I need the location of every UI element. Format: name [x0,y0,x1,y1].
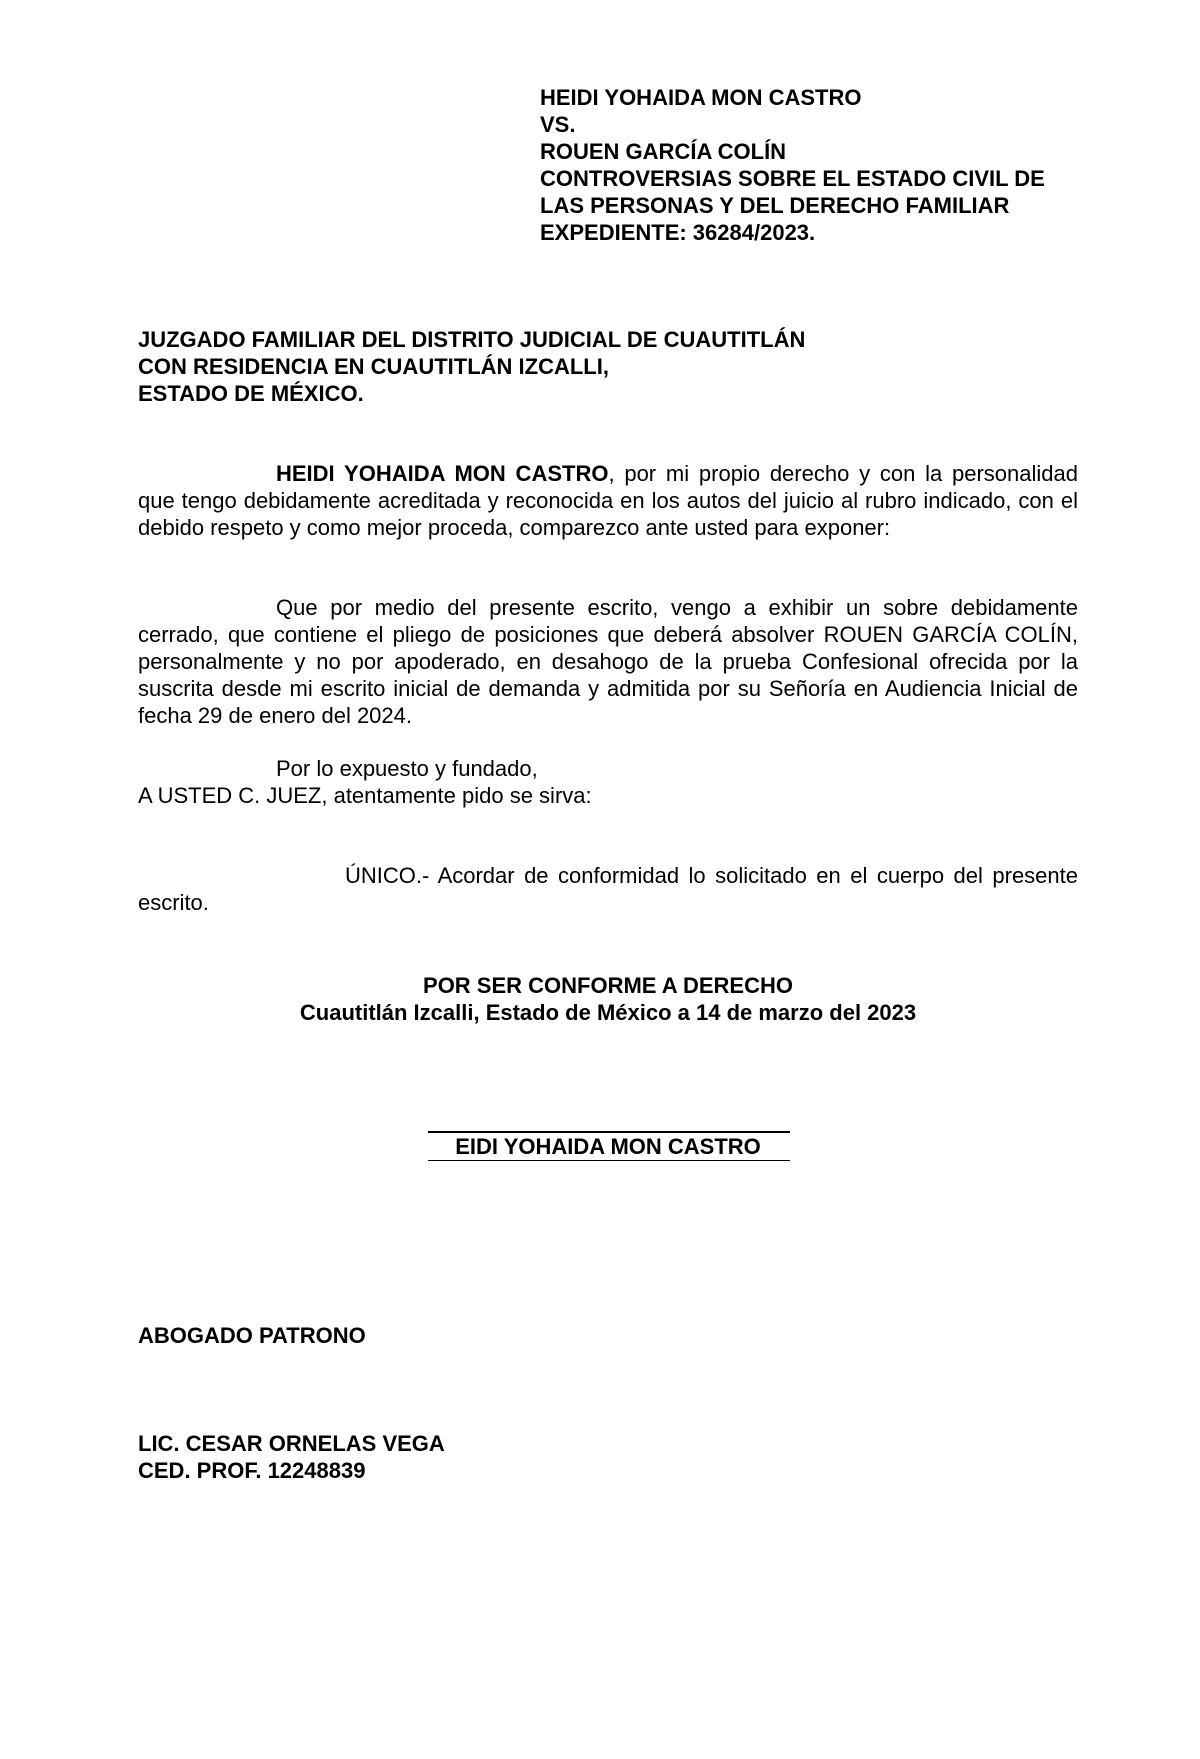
intro-name: HEIDI YOHAIDA MON CASTRO [276,461,609,486]
header-matter-line2: LAS PERSONAS Y DEL DERECHO FAMILIAR [540,193,1010,218]
body-paragraph: Que por medio del presente escrito, vengo a exhibir un sobre debidamente cerrado, que contiene el pliego de posiciones que deberá absolver ROUEN GARCÍA COLÍN, personalmente y no por apoderado, en desahogo de la prueba Confesional ofrecida por la suscrita desde mi escrito inicial de demanda y admitida por su Señoría en Audiencia Inicial de fecha 29 de enero del 2024. [138,595,1078,728]
court-addressee [138,326,805,407]
header-matter-line1: CONTROVERSIAS SOBRE EL ESTADO CIVIL DE [540,166,1045,191]
header-plaintiff: HEIDI YOHAIDA MON CASTRO [540,85,862,110]
court-line1: JUZGADO FAMILIAR DEL DISTRITO JUDICIAL DE CUAUTITLÁN [138,327,806,352]
lawyer-name: LIC. CESAR ORNELAS VEGA [138,1431,445,1456]
header-defendant: ROUEN GARCÍA COLÍN [540,139,787,164]
lawyer-license: CED. PROF. 12248839 [138,1458,366,1483]
header-file-number: EXPEDIENTE: 36284/2023. [540,220,816,245]
conclusion-line1: Por lo expuesto y fundado, [276,756,538,781]
closing-place-date: Cuautitlán Izcalli, Estado de México a 14 de marzo del 2023 [299,1000,917,1025]
intro-paragraph [138,460,1078,541]
signature-name: EIDI YOHAIDA MON CASTRO [455,1134,761,1159]
intro-text: , por mi propio derecho y con la personalidad que tengo debidamente acreditada y reconocida en los autos del juicio al rubro indicado, con el debido respeto y como mejor proceda, comparezco ante usted para exponer: [138,461,1078,540]
header-versus: VS. [540,112,576,137]
case-header [540,84,1100,246]
unico-petition: ÚNICO.- Acordar de conformidad lo solicitado en el cuerpo del presente escrito. [138,863,1078,915]
signature-underline [428,1160,790,1161]
lawyer-title: ABOGADO PATRONO [138,1323,366,1348]
court-line2: CON RESIDENCIA EN CUAUTITLÁN IZCALLI, [138,354,609,379]
closing-formula: POR SER CONFORME A DERECHO [423,973,793,998]
court-line3: ESTADO DE MÉXICO. [138,381,364,406]
conclusion-line2: A USTED C. JUEZ, atentamente pido se sirva: [138,783,592,808]
